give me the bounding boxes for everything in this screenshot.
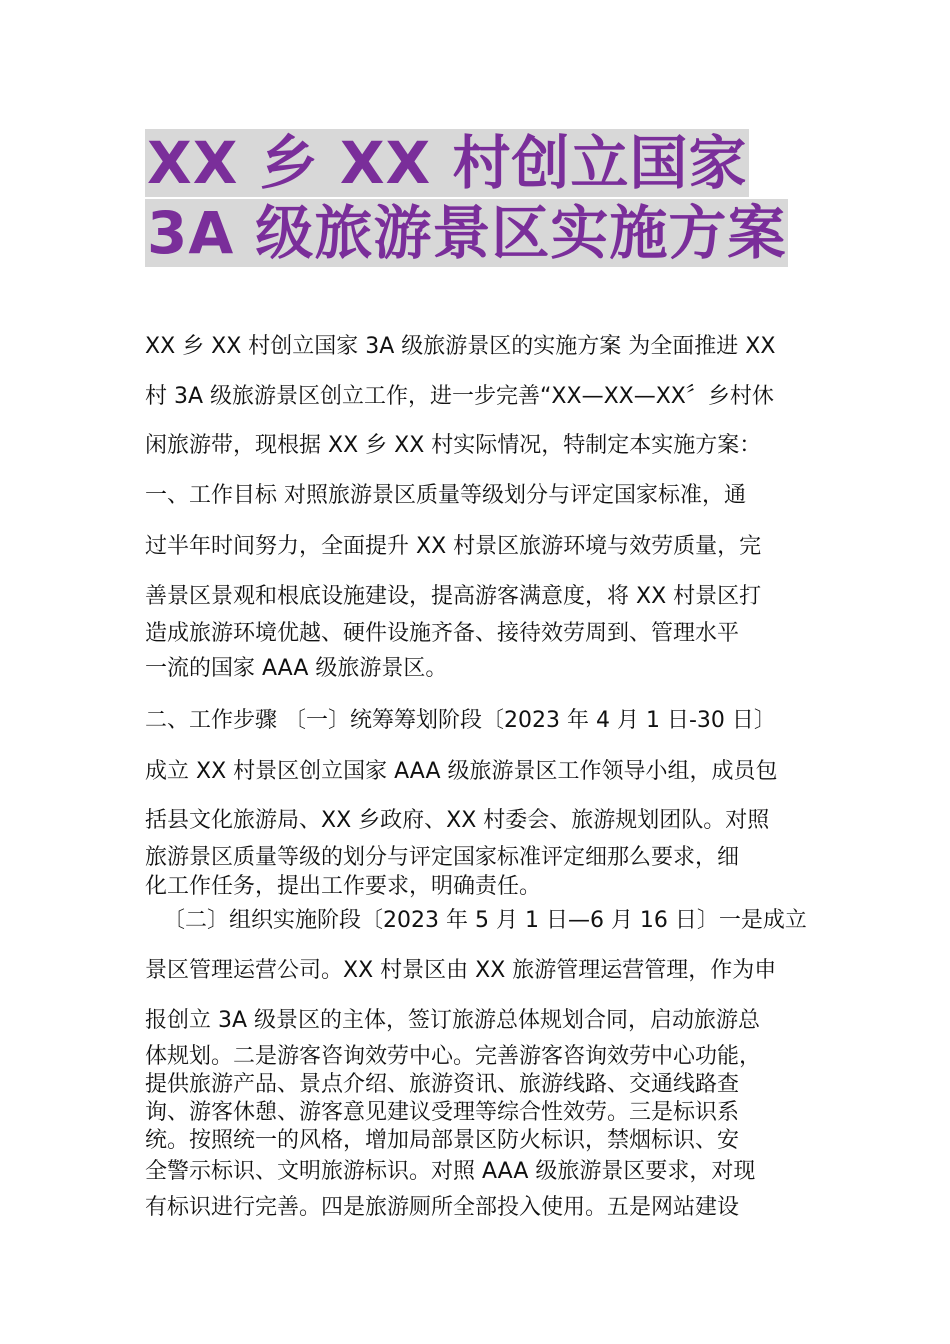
body-line: 一流的国家 AAA 级旅游景区。 [145, 656, 448, 681]
body-line: 提供旅游产品、景点介绍、旅游资讯、旅游线路、交通线路查 [145, 1072, 740, 1097]
body-line: 景区管理运营公司。XX 村景区由 XX 旅游管理运营管理，作为申 [145, 958, 777, 983]
body-line: 化工作任务，提出工作要求，明确责任。 [145, 874, 542, 899]
body-line: 闲旅游带，现根据 XX 乡 XX 村实际情况，特制定本实施方案： [145, 433, 762, 458]
body-line: 一、工作目标 对照旅游景区质量等级划分与评定国家标准，通 [145, 483, 746, 508]
document-title [145, 128, 825, 268]
body-line: 成立 XX 村景区创立国家 AAA 级旅游景区工作领导小组，成员包 [145, 759, 778, 784]
body-line: 有标识进行完善。四是旅游厕所全部投入使用。五是网站建设 [145, 1195, 740, 1220]
body-line: 体规划。二是游客咨询效劳中心。完善游客咨询效劳中心功能， [145, 1044, 762, 1069]
body-line: 全警示标识、文明旅游标识。对照 AAA 级旅游景区要求，对现 [145, 1159, 756, 1184]
body-line: 过半年时间努力，全面提升 XX 村景区旅游环境与效劳质量，完 [145, 534, 762, 559]
body-line: 统。按照统一的风格，增加局部景区防火标识，禁烟标识、安 [145, 1128, 740, 1153]
body-line: 二、工作步骤 〔一〕统筹筹划阶段〔2023 年 4 月 1 日-30 日〕 [145, 708, 776, 733]
body-line: 造成旅游环境优越、硬件设施齐备、接待效劳周到、管理水平 [145, 621, 740, 646]
body-line: 村 3A 级旅游景区创立工作，进一步完善“XX—XX—XX〞乡村休 [145, 384, 774, 409]
body-line: 善景区景观和根底设施建设，提高游客满意度，将 XX 村景区打 [145, 584, 762, 609]
body-line: 括县文化旅游局、XX 乡政府、XX 村委会、旅游规划团队。对照 [145, 808, 770, 833]
body-line: 〔二〕组织实施阶段〔2023 年 5 月 1 日—6 月 16 日〕一是成立 [163, 908, 807, 933]
document-title-text: XX 乡 XX 村创立国家 3A 级旅游景区实施方案 [147, 129, 787, 267]
body-line: 询、游客休憩、游客意见建议受理等综合性效劳。三是标识系 [145, 1100, 740, 1125]
body-line: 报创立 3A 级景区的主体，签订旅游总体规划合同，启动旅游总 [145, 1008, 761, 1033]
body-line: 旅游景区质量等级的划分与评定国家标准评定细那么要求，细 [145, 845, 740, 870]
body-line: XX 乡 XX 村创立国家 3A 级旅游景区的实施方案 为全面推进 XX [145, 334, 776, 359]
